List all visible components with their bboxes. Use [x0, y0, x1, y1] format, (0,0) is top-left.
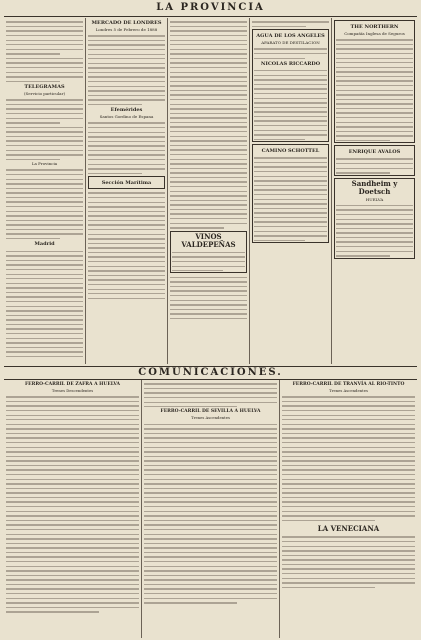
timetables [4, 380, 417, 638]
telegram-heading: TELEGRAMAS [24, 84, 65, 91]
aparato-subheading: APARATO DE DESTILACION [261, 40, 320, 46]
timetable-sevilla-huelva [142, 380, 280, 638]
vinos-heading: VINOS VALDEPEÑAS [181, 231, 236, 249]
avalos-heading: ENRIQUE AVALOS [348, 149, 401, 156]
northern-advert [334, 20, 415, 143]
timetable-zafra-huelva [4, 380, 142, 638]
maritime-heading: Sección Marítima [101, 180, 152, 187]
sandheim-heading: Sandheim y Doetsch [351, 178, 398, 196]
section-title: COMUNICACIONES. [4, 366, 417, 380]
column-4 [250, 18, 332, 364]
riotinto-sub: Trenes Ascendentes [329, 388, 368, 393]
schottel-heading: CAMINO SCHOTTEL [261, 148, 320, 155]
london-market-heading: MERCADO DE LONDRES [91, 20, 162, 26]
riccardo-heading: NICOLAS RICCARDO [260, 60, 321, 67]
efemerides-heading: Efemérides [110, 107, 143, 114]
masthead-title: LA PROVINCIA [156, 2, 265, 13]
zafra-sub: Trenes Descendentes [51, 388, 94, 393]
veneciana-heading: LA VENECIANA [317, 524, 380, 534]
column-3 [168, 18, 250, 364]
avalos-advert [334, 145, 415, 175]
madrid-heading: Madrid [34, 241, 55, 248]
sevilla-sub: Trenes Ascendentes [191, 415, 230, 421]
column-2 [86, 18, 168, 364]
masthead [4, 2, 417, 17]
upper-columns [4, 18, 417, 364]
column-1 [4, 18, 86, 364]
sandheim-advert [334, 178, 415, 259]
sevilla-title: FERRO-CARRIL DE SEVILLA A HUELVA [160, 409, 261, 415]
london-market-date: Londres 5 de Febrero de 1888 [95, 27, 158, 32]
maritime-section [88, 176, 165, 189]
provincia-subheading: La Provincia [31, 161, 58, 167]
huelva-subheading: HUELVA [365, 196, 384, 202]
telegram-subheading: (Servicio particular) [23, 91, 65, 97]
riotinto-title: FERRO-CARRIL DE TRANVÍA AL RIO-TINTO [292, 382, 405, 387]
column-5 [332, 18, 417, 364]
agua-heading: AGUA DE LOS ANGELES [256, 33, 325, 40]
newspaper-page [4, 2, 417, 638]
northern-subheading: Compañía Inglesa de Seguros [344, 31, 405, 36]
santos-heading: Santos Gordino de Espana [99, 114, 154, 120]
timetable-rio-tinto [280, 380, 417, 638]
schottel-advert [252, 144, 329, 243]
northern-heading: THE NORTHERN [350, 24, 399, 30]
vinos-advert [170, 231, 247, 274]
agua-advert [252, 29, 329, 142]
zafra-title: FERRO-CARRIL DE ZAFRA A HUELVA [24, 382, 121, 387]
